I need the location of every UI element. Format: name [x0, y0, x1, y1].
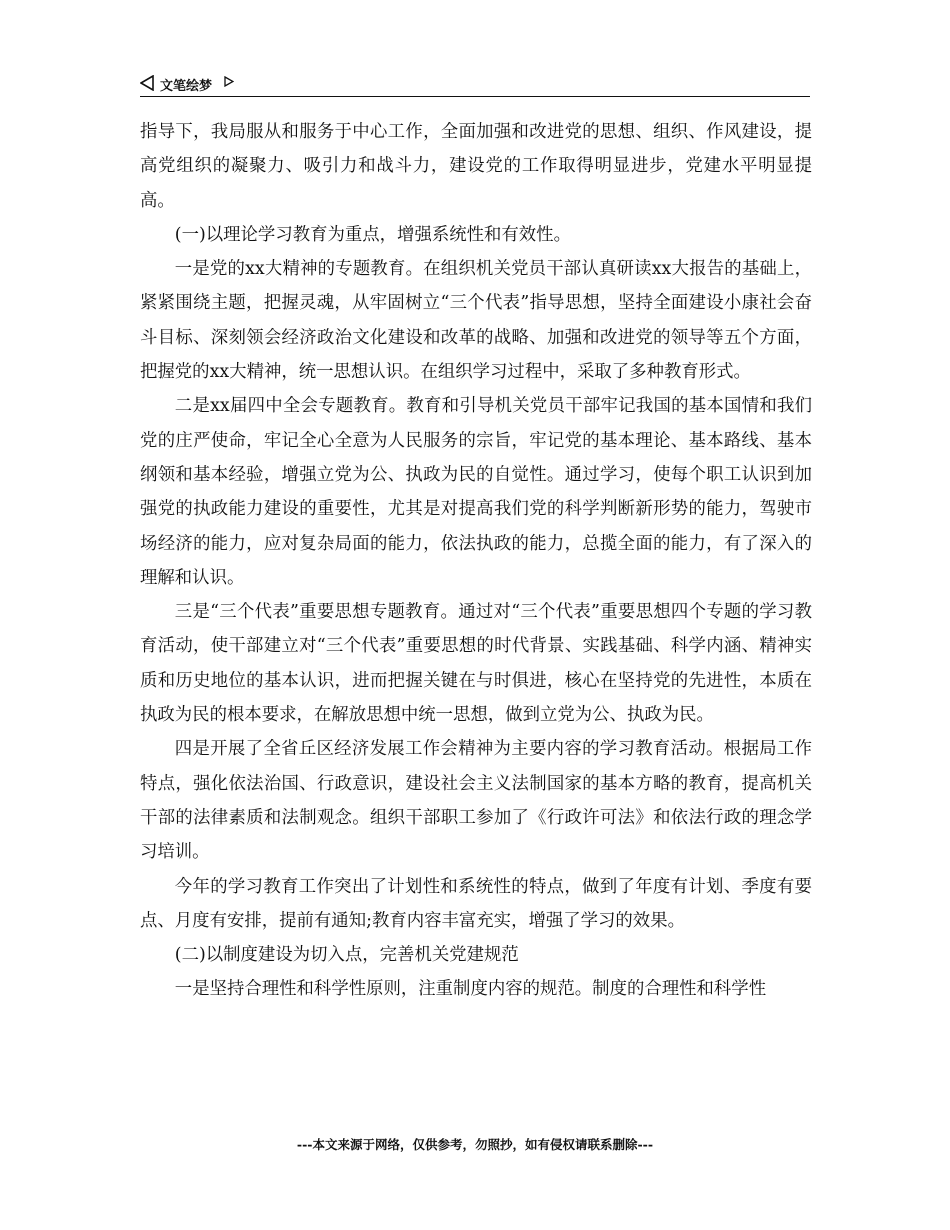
page-header	[140, 72, 810, 97]
paragraph: 三是“三个代表”重要思想专题教育。通过对“三个代表”重要思想四个专题的学习教育活动，使干部建立对“三个代表”重要思想的时代背景、实践基础、科学内涵、精神实质和历史地位的基本认识，进而把握关键在与时俱进，核心在坚持党的先进性，本质在执政为民的根本要求，在解放思想中统一思想，做到立党为公、执政为民。	[140, 602, 812, 726]
paragraph: 一是坚持合理性和科学性原则，注重制度内容的规范。制度的合理性和科学性	[174, 979, 767, 1000]
right-triangle-icon	[224, 76, 234, 87]
header-brand: 文笔绘梦	[160, 79, 213, 94]
left-triangle-icon	[140, 75, 154, 91]
section-heading: (二)以制度建设为切入点，完善机关党建规范	[174, 945, 519, 966]
paragraph: 二是xx届四中全会专题教育。教育和引导机关党员干部牢记我国的基本国情和我们党的庄严使命，牢记全心全意为人民服务的宗旨，牢记党的基本理论、基本路线、基本纲领和基本经验，增强立党为公、执政为民的自觉性。通过学习，使每个职工认识到加强党的执政能力建设的重要性，尤其是对提高我们党的科学判断新形势的能力，驾驶市场经济的能力，应对复杂局面的能力，依法执政的能力，总揽全面的能力，有了深入的理解和认识。	[140, 396, 812, 588]
document-body	[140, 115, 812, 1007]
paragraph: 一是党的xx大精神的专题教育。在组织机关党员干部认真研读xx大报告的基础上，紧紧围绕主题，把握灵魂，从牢固树立“三个代表”指导思想，坚持全面建设小康社会奋斗目标、深刻领会经济政治文化建设和改革的战略、加强和改进党的领导等五个方面，把握党的xx大精神，统一思想认识。在组织学习过程中，采取了多种教育形式。	[140, 259, 812, 383]
paragraph: 四是开展了全省丘区经济发展工作会精神为主要内容的学习教育活动。根据局工作特点，强化依法治国、行政意识，建设社会主义法制国家的基本方略的教育，提高机关干部的法律素质和法制观念。组织干部职工参加了《行政许可法》和依法行政的理念学习培训。	[140, 739, 812, 863]
paragraph: 指导下，我局服从和服务于中心工作，全面加强和改进党的思想、组织、作风建设，提高党组织的凝聚力、吸引力和战斗力，建设党的工作取得明显进步，党建水平明显提高。	[140, 122, 812, 211]
section-heading: (一)以理论学习教育为重点，增强系统性和有效性。	[174, 224, 571, 245]
paragraph: 今年的学习教育工作突出了计划性和系统性的特点，做到了年度有计划、季度有要点、月度有安排，提前有通知;教育内容丰富充实，增强了学习的效果。	[140, 876, 812, 931]
page-footer-disclaimer: ---本文来源于网络，仅供参考，勿照抄，如有侵权请联系删除---	[296, 1137, 654, 1152]
